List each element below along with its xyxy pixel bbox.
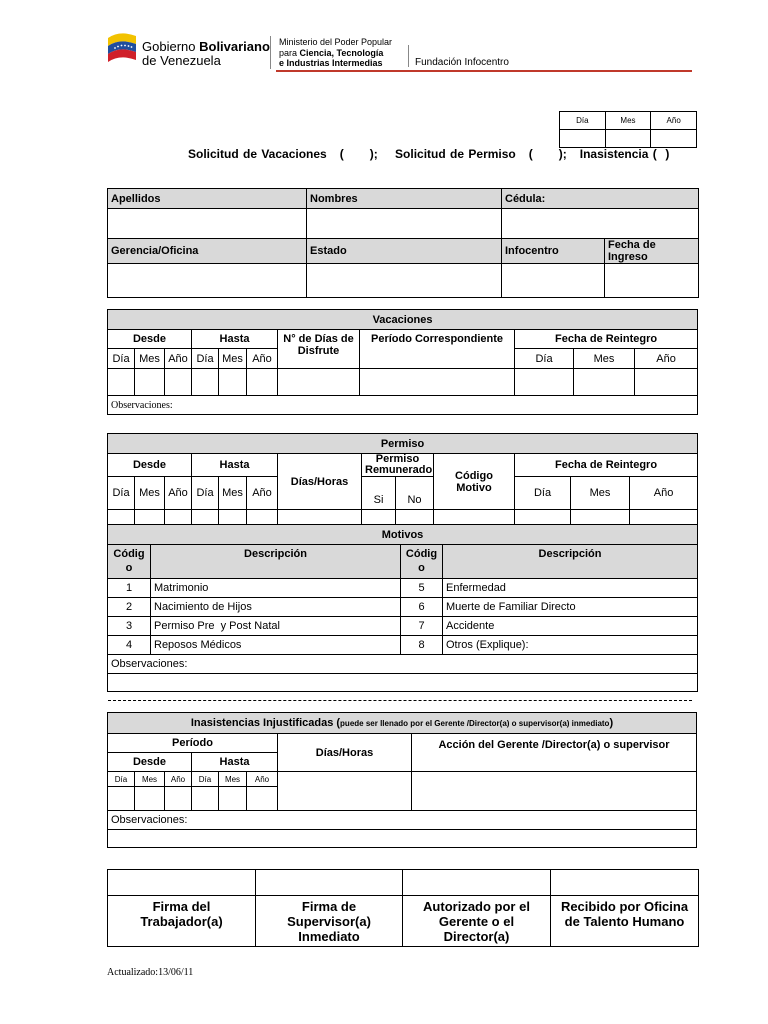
firma-trabajador-label: Firma del Trabajador(a): [108, 896, 256, 947]
form-title: Solicitud de Vacaciones ( ); Solicitud de Permiso ( ); Inasistencia ( ): [188, 147, 670, 161]
perm-codigo-motivo-label: Código Motivo: [434, 454, 515, 510]
vac-field[interactable]: [515, 369, 574, 396]
motivo-code: 6: [401, 598, 443, 617]
vac-field[interactable]: [247, 369, 278, 396]
motivos-codigo-label-1: Códig o: [108, 545, 151, 579]
firma-autorizado-label: Autorizado por el Gerente o el Director(a): [403, 896, 551, 947]
motivos-title: Motivos: [108, 525, 698, 545]
vac-field[interactable]: [574, 369, 635, 396]
vac-field[interactable]: [278, 369, 360, 396]
inas-field[interactable]: [192, 787, 219, 811]
motivo-desc: Matrimonio: [151, 579, 401, 598]
header-divider-2: [408, 45, 409, 67]
ministry-name: [279, 37, 392, 69]
estado-field[interactable]: [307, 264, 502, 298]
permiso-title: Permiso: [108, 434, 698, 454]
inasistencias-title-text: Inasistencias Injustificadas (: [190, 717, 341, 729]
header-divider: [270, 36, 271, 69]
inas-periodo-label: Período: [108, 734, 278, 753]
venezuela-flag-logo: [106, 30, 140, 70]
inasistencias-table: [107, 712, 697, 848]
vac-reint-dia: Día: [515, 349, 574, 369]
nombres-field[interactable]: [307, 209, 502, 239]
perm-desde-label: Desde: [108, 454, 192, 477]
permiso-table: [107, 433, 698, 531]
perm-hasta-ano: Año: [247, 477, 278, 510]
motivo-desc: Nacimiento de Hijos: [151, 598, 401, 617]
motivo-desc: Muerte de Familiar Directo: [443, 598, 698, 617]
firma-trabajador-space[interactable]: [108, 870, 256, 896]
vac-field[interactable]: [635, 369, 698, 396]
motivo-code: 8: [401, 636, 443, 655]
motivo-desc: Otros (Explique):: [443, 636, 698, 655]
perm-no-label: No: [396, 477, 434, 510]
apellidos-field[interactable]: [108, 209, 307, 239]
vac-num-dias-label: N° de Días de Disfrute: [278, 330, 360, 369]
government-name: [142, 40, 270, 68]
perm-desde-ano: Año: [165, 477, 192, 510]
inas-observaciones-line[interactable]: [108, 830, 697, 848]
firmas-table: [107, 869, 699, 947]
inas-desde-dia: Día: [108, 772, 135, 787]
vac-desde-label: Desde: [108, 330, 192, 349]
vac-field[interactable]: [108, 369, 135, 396]
vac-reint-mes: Mes: [574, 349, 635, 369]
nombres-label: Nombres: [307, 189, 502, 209]
date-year-label: Año: [651, 112, 697, 130]
vac-field[interactable]: [360, 369, 515, 396]
vac-periodo-label: Período Correspondiente: [360, 330, 515, 369]
vacaciones-table: [107, 309, 698, 415]
inas-field[interactable]: [165, 787, 192, 811]
vac-field[interactable]: [192, 369, 219, 396]
perm-reint-ano: Año: [630, 477, 698, 510]
ministry-line2: Ciencia, Tecnología: [299, 47, 384, 58]
gov-line2: de Venezuela: [142, 53, 221, 68]
vac-reint-ano: Año: [635, 349, 698, 369]
motivo-code: 2: [108, 598, 151, 617]
inas-dias-horas-label: Días/Horas: [278, 734, 412, 772]
vac-desde-ano: Año: [165, 349, 192, 369]
inas-accion-field[interactable]: [412, 772, 697, 811]
ministry-line1: Ministerio del Poder Popular: [279, 37, 393, 47]
updated-date: Actualizado:13/06/11: [107, 967, 194, 978]
inas-desde-ano: Año: [165, 772, 192, 787]
perm-hasta-mes: Mes: [219, 477, 247, 510]
firma-autorizado-space[interactable]: [403, 870, 551, 896]
cedula-label: Cédula:: [502, 189, 699, 209]
motivos-table: [107, 524, 698, 692]
vac-observaciones[interactable]: Observaciones:: [108, 396, 698, 415]
firma-supervisor-space[interactable]: [256, 870, 403, 896]
dashed-separator: [108, 700, 692, 701]
inas-desde-label: Desde: [108, 753, 192, 772]
motivo-desc: Accidente: [443, 617, 698, 636]
fecha-ingreso-label: Fecha de Ingreso: [605, 239, 699, 264]
motivo-row: [108, 598, 698, 617]
motivo-row: [108, 636, 698, 655]
motivo-code: 1: [108, 579, 151, 598]
header-red-line: [276, 70, 692, 72]
motivo-code: 4: [108, 636, 151, 655]
vac-desde-dia: Día: [108, 349, 135, 369]
perm-hasta-dia: Día: [192, 477, 219, 510]
inas-hasta-ano: Año: [247, 772, 278, 787]
date-day-label: Día: [560, 112, 606, 130]
ministry-line3: e Industrias Intermedias: [279, 58, 383, 68]
vac-hasta-dia: Día: [192, 349, 219, 369]
date-month-label: Mes: [605, 112, 651, 130]
inas-field[interactable]: [135, 787, 165, 811]
motivos-observaciones[interactable]: Observaciones:: [108, 655, 698, 674]
date-day-field[interactable]: [560, 130, 606, 148]
motivo-code: 3: [108, 617, 151, 636]
motivos-descripcion-label-2: Descripción: [443, 545, 698, 579]
perm-reint-dia: Día: [515, 477, 571, 510]
estado-label: Estado: [307, 239, 502, 264]
inas-desde-mes: Mes: [135, 772, 165, 787]
infocentro-field[interactable]: [502, 264, 605, 298]
perm-reint-mes: Mes: [571, 477, 630, 510]
vac-field[interactable]: [165, 369, 192, 396]
motivo-desc: Permiso Pre y Post Natal: [151, 617, 401, 636]
gov-line1-bold: Bolivariano: [199, 39, 270, 54]
inas-hasta-dia: Día: [192, 772, 219, 787]
inas-field[interactable]: [247, 787, 278, 811]
inasistencias-title-close: ): [609, 717, 614, 729]
motivo-row: [108, 617, 698, 636]
perm-desde-mes: Mes: [135, 477, 165, 510]
inasistencias-title: [108, 713, 697, 734]
inas-accion-label: Acción del Gerente /Director(a) o supervisor: [412, 734, 697, 772]
date-year-field[interactable]: [651, 130, 697, 148]
motivos-observaciones-line[interactable]: [108, 674, 698, 692]
date-month-field[interactable]: [605, 130, 651, 148]
firma-recibido-label: Recibido por Oficina de Talento Humano: [551, 896, 699, 947]
foundation-name: Fundación Infocentro: [415, 57, 509, 68]
ministry-line2-pre: para: [279, 47, 298, 58]
motivo-code: 7: [401, 617, 443, 636]
inas-dias-horas-field[interactable]: [278, 772, 412, 811]
infocentro-label: Infocentro: [502, 239, 605, 264]
vac-field[interactable]: [219, 369, 247, 396]
gerencia-label: Gerencia/Oficina: [108, 239, 307, 264]
gerencia-field[interactable]: [108, 264, 307, 298]
personal-info-table: [107, 188, 699, 298]
vac-hasta-ano: Año: [247, 349, 278, 369]
vac-hasta-label: Hasta: [192, 330, 278, 349]
inas-hasta-mes: Mes: [219, 772, 247, 787]
inas-field[interactable]: [108, 787, 135, 811]
perm-hasta-label: Hasta: [192, 454, 278, 477]
inas-observaciones[interactable]: Observaciones:: [108, 811, 697, 830]
gov-line1: Gobierno: [142, 39, 196, 54]
apellidos-label: Apellidos: [108, 189, 307, 209]
vac-hasta-mes: Mes: [219, 349, 247, 369]
motivos-codigo-label-2: Códig o: [401, 545, 443, 579]
motivos-descripcion-label-1: Descripción: [151, 545, 401, 579]
perm-remunerado-label: Permiso Remunerado: [362, 454, 434, 477]
perm-si-label: Si: [362, 477, 396, 510]
firma-supervisor-label: Firma de Supervisor(a) Inmediato: [256, 896, 403, 947]
vac-field[interactable]: [135, 369, 165, 396]
fecha-ingreso-field[interactable]: [605, 264, 699, 298]
motivo-row: [108, 579, 698, 598]
perm-reintegro-label: Fecha de Reintegro: [515, 454, 698, 477]
motivo-code: 5: [401, 579, 443, 598]
vac-desde-mes: Mes: [135, 349, 165, 369]
cedula-field[interactable]: [502, 209, 699, 239]
motivo-desc: Enfermedad: [443, 579, 698, 598]
inas-field[interactable]: [219, 787, 247, 811]
vacaciones-title: Vacaciones: [108, 310, 698, 330]
vac-reintegro-label: Fecha de Reintegro: [515, 330, 698, 349]
motivo-desc: Reposos Médicos: [151, 636, 401, 655]
perm-desde-dia: Día: [108, 477, 135, 510]
inasistencias-subtitle: puede ser llenado por el Gerente /Director(a) o supervisor(a) inmediato: [340, 719, 610, 728]
perm-dias-horas-label: Días/Horas: [278, 454, 362, 510]
date-box: [559, 111, 697, 148]
firma-recibido-space[interactable]: [551, 870, 699, 896]
inas-hasta-label: Hasta: [192, 753, 278, 772]
